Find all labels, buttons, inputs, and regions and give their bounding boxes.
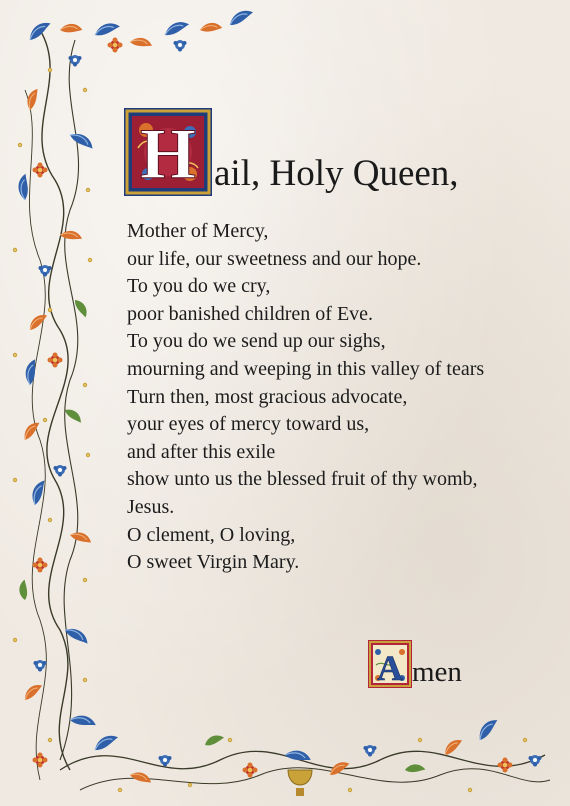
prayer-line: Mother of Mercy, (127, 220, 269, 242)
prayer-line: and after this exile (127, 440, 276, 463)
prayer-line: poor banished children of Eve. (127, 302, 374, 325)
prayer-line: Jesus. (127, 495, 175, 518)
prayer-line: To you do we cry, (127, 275, 271, 298)
prayer-line: O sweet Virgin Mary. (127, 551, 300, 574)
illuminated-initial-a (368, 640, 412, 688)
closing-initial: A (377, 648, 403, 688)
prayer-text (127, 218, 557, 577)
prayer-line: our life, our sweetness and our hope. (127, 247, 422, 270)
title-text: ail, Holy Queen, (214, 153, 459, 194)
title-initial: H (139, 114, 197, 194)
prayer-line: show unto us the blessed fruit of thy womb, (127, 468, 478, 491)
prayer-line: mourning and weeping in this valley of tears (127, 357, 485, 380)
prayer-line: O clement, O loving, (127, 523, 296, 546)
illuminated-initial-h (124, 108, 212, 196)
prayer-line: Turn then, most gracious advocate, (127, 385, 408, 408)
title (124, 108, 544, 200)
closing-amen (368, 640, 498, 690)
prayer-line: your eyes of mercy toward us, (127, 413, 370, 436)
prayer-line: To you do we send up our sighs, (127, 330, 386, 353)
closing-text: men (412, 656, 462, 688)
